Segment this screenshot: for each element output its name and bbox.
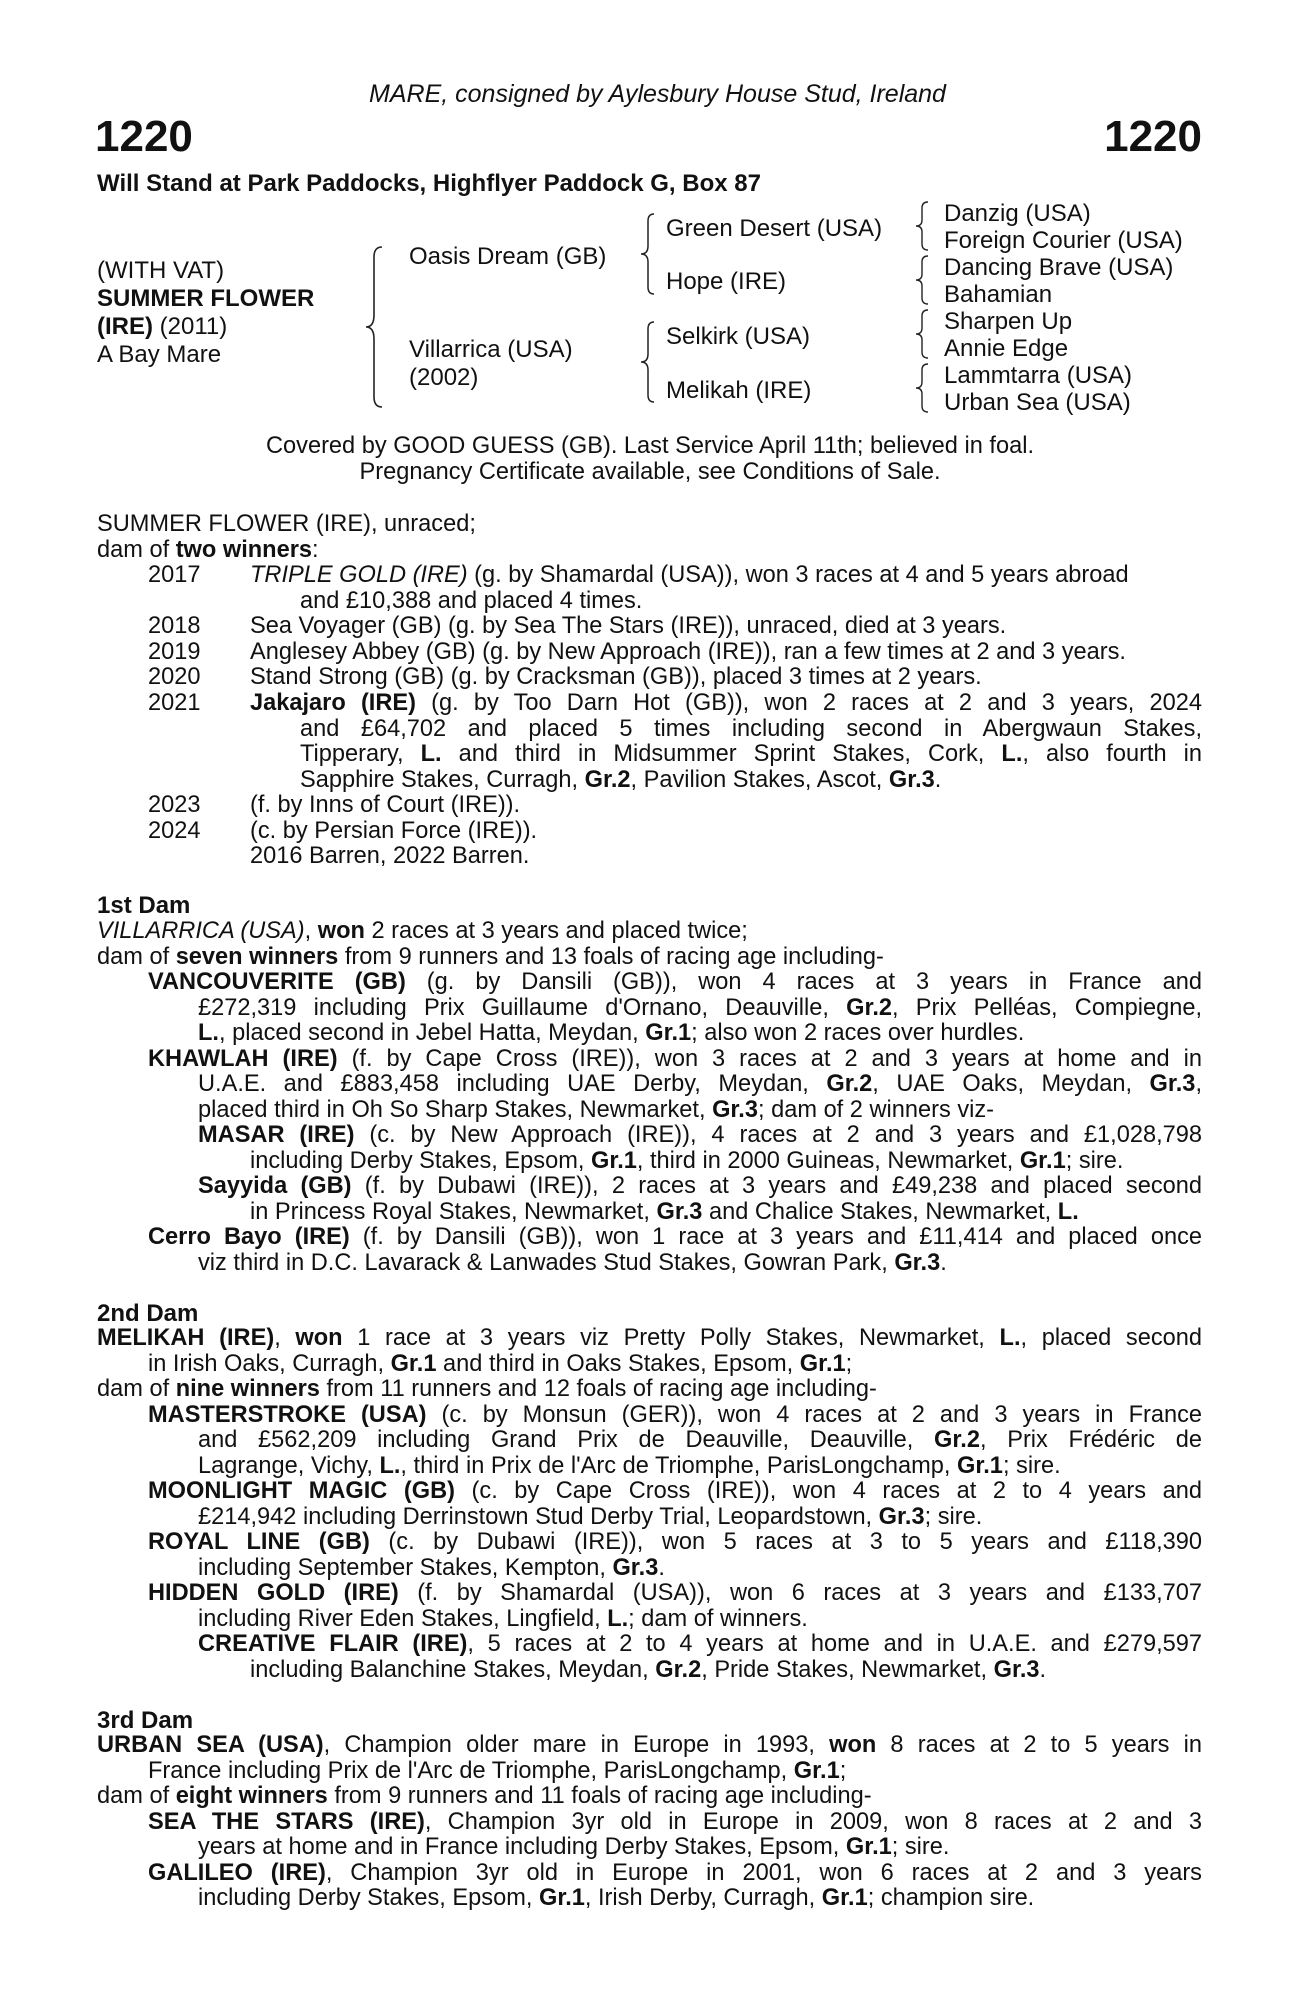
sire-name: Oasis Dream (GB) <box>409 243 607 270</box>
produce-entry-2017: TRIPLE GOLD (IRE) (g. by Shamardal (USA)), won 3 races at 4 and 5 years abroad <box>250 562 1129 588</box>
pedigree-brace-gg4 <box>912 362 934 414</box>
dam2-line: dam of nine winners from 11 runners and 12 foals of racing age including- <box>97 1376 877 1402</box>
produce-entry-2021-cont: Tipperary, L. and third in Midsummer Sprint Stakes, Cork, L., also fourth in <box>300 741 1203 767</box>
dam2-progeny-entry: HIDDEN GOLD (IRE) (f. by Shamardal (USA)), won 6 races at 3 years and £133,707 <box>148 1580 1202 1606</box>
subject-block <box>97 257 314 369</box>
dam2-line: MELIKAH (IRE), won 1 race at 3 years viz Pretty Polly Stakes, Newmarket, L., placed second <box>97 1325 1202 1351</box>
dam-year: (2002) <box>409 364 479 391</box>
dam3-progeny-entry: SEA THE STARS (IRE), Champion 3yr old in Europe in 2009, won 8 races at 2 and 3 <box>148 1809 1202 1835</box>
vat-note: (WITH VAT) <box>97 257 225 284</box>
dam1-progeny-entry: KHAWLAH (IRE) (f. by Cape Cross (IRE)), won 3 races at 2 and 3 years at home and in <box>148 1046 1203 1072</box>
dam1-progeny-cont: £272,319 including Prix Guillaume d'Ornano, Deauville, Gr.2, Prix Pelléas, Compiegne, <box>198 995 1202 1021</box>
produce-year: 2024 <box>148 818 201 844</box>
dam2-progeny-cont: £214,942 including Derrinstown Stud Derby Trial, Leopardstown, Gr.3; sire. <box>198 1504 983 1530</box>
dam3-progeny-cont: including Derby Stakes, Epsom, Gr.1, Irish Derby, Curragh, Gr.1; champion sire. <box>198 1885 1035 1911</box>
dam3-progeny-cont: years at home and in France including Derby Stakes, Epsom, Gr.1; sire. <box>198 1834 950 1860</box>
dam1-progeny-entry: VANCOUVERITE (GB) (g. by Dansili (GB)), won 4 races at 3 years in France and <box>148 969 1202 995</box>
section-heading-2nd-dam: 2nd Dam <box>97 1300 199 1327</box>
dam3-line: France including Prix de l'Arc de Triomphe, ParisLongchamp, Gr.1; <box>148 1758 847 1784</box>
great-grandparent-6: Annie Edge <box>944 335 1069 362</box>
grandsire-1: Green Desert (USA) <box>666 215 883 242</box>
produce-entry-2021-cont: and £64,702 and placed 5 times including second in Abergwaun Stakes, <box>300 716 1202 742</box>
produce-entry-2024: (c. by Persian Force (IRE)). <box>250 818 538 844</box>
dam1-progeny-cont: placed third in Oh So Sharp Stakes, Newmarket, Gr.3; dam of 2 winners viz- <box>198 1097 995 1123</box>
pedigree-brace-gg1 <box>912 200 934 252</box>
produce-year: 2017 <box>148 562 201 588</box>
great-grandparent-8: Urban Sea (USA) <box>944 389 1131 416</box>
great-grandparent-2: Foreign Courier (USA) <box>944 227 1183 254</box>
produce-barren: 2016 Barren, 2022 Barren. <box>250 843 530 869</box>
dam1-grandprogeny-cont: in Princess Royal Stakes, Newmarket, Gr.3 and Chalice Stakes, Newmarket, L. <box>250 1199 1079 1225</box>
great-grandparent-4: Bahamian <box>944 281 1053 308</box>
horse-country: (IRE) <box>97 313 153 340</box>
produce-entry-2019: Anglesey Abbey (GB) (g. by New Approach (IRE)), ran a few times at 2 and 3 years. <box>250 639 1126 665</box>
dam2-progeny-cont: and £562,209 including Grand Prix de Deauville, Deauville, Gr.2, Prix Frédéric de <box>198 1427 1202 1453</box>
produce-entry-2021-cont: Sapphire Stakes, Curragh, Gr.2, Pavilion Stakes, Ascot, Gr.3. <box>300 767 942 793</box>
dam1-grandprogeny-entry: Sayyida (GB) (f. by Dubawi (IRE)), 2 races at 3 years and £49,238 and placed second <box>198 1173 1202 1199</box>
dam2-grandprogeny-cont: including Balanchine Stakes, Meydan, Gr.2, Pride Stakes, Newmarket, Gr.3. <box>250 1657 1047 1683</box>
section-heading-1st-dam: 1st Dam <box>97 892 191 919</box>
produce-entry-2017-cont: and £10,388 and placed 4 times. <box>300 588 643 614</box>
dam1-progeny-entry: Cerro Bayo (IRE) (f. by Dansili (GB)), won 1 race at 3 years and £11,414 and placed once <box>148 1224 1202 1250</box>
produce-entry-2020: Stand Strong (GB) (g. by Cracksman (GB)), placed 3 times at 2 years. <box>250 664 982 690</box>
produce-entry-2018: Sea Voyager (GB) (g. by Sea The Stars (IRE)), unraced, died at 3 years. <box>250 613 1007 639</box>
dam1-progeny-cont: U.A.E. and £883,458 including UAE Derby, Meydan, Gr.2, UAE Oaks, Meydan, Gr.3, <box>198 1071 1202 1097</box>
pedigree-brace-dam <box>636 320 658 404</box>
horse-year: (2011) <box>159 313 228 340</box>
pedigree-brace-gg2 <box>912 254 934 306</box>
produce-year: 2023 <box>148 792 201 818</box>
dam1-progeny-cont: viz third in D.C. Lavarack & Lanwades Stud Stakes, Gowran Park, Gr.3. <box>198 1250 947 1276</box>
produce-year: 2021 <box>148 690 201 716</box>
dam-name: Villarrica (USA) <box>409 336 573 363</box>
dam2-progeny-entry: MASTERSTROKE (USA) (c. by Monsun (GER)), won 4 races at 2 and 3 years in France <box>148 1402 1202 1428</box>
dam2-grandprogeny-entry: CREATIVE FLAIR (IRE), 5 races at 2 to 4 years at home and in U.A.E. and £279,597 <box>198 1631 1203 1657</box>
great-grandparent-3: Dancing Brave (USA) <box>944 254 1174 281</box>
great-grandparent-7: Lammtarra (USA) <box>944 362 1133 389</box>
pedigree-brace-main <box>360 245 390 410</box>
dam2-progeny-entry: MOONLIGHT MAGIC (GB) (c. by Cape Cross (IRE)), won 4 races at 2 to 4 years and <box>148 1478 1202 1504</box>
produce-entry-2021: Jakajaro (IRE) (g. by Too Darn Hot (GB)), won 2 races at 2 and 3 years, 2024 <box>250 690 1202 716</box>
dam1-grandprogeny-cont: including Derby Stakes, Epsom, Gr.1, third in 2000 Guineas, Newmarket, Gr.1; sire. <box>250 1148 1124 1174</box>
dam1-grandprogeny-entry: MASAR (IRE) (c. by New Approach (IRE)), 4 races at 2 and 3 years and £1,028,798 <box>198 1122 1202 1148</box>
produce-year: 2020 <box>148 664 201 690</box>
dam2-progeny-cont: Lagrange, Vichy, L., third in Prix de l'Arc de Triomphe, ParisLongchamp, Gr.1; sire. <box>198 1453 1061 1479</box>
consignor-line: MARE, consigned by Aylesbury House Stud, Ireland <box>369 80 946 108</box>
lot-number-left: 1220 <box>95 112 193 161</box>
covered-line-2: Pregnancy Certificate available, see Conditions of Sale. <box>359 459 941 485</box>
dam3-line: dam of eight winners from 9 runners and 11 foals of racing age including- <box>97 1783 872 1809</box>
stand-location: Will Stand at Park Paddocks, Highflyer Paddock G, Box 87 <box>97 170 761 197</box>
produce-entry-2023: (f. by Inns of Court (IRE)). <box>250 792 521 818</box>
dam1-progeny-cont: L., placed second in Jebel Hatta, Meydan, Gr.1; also won 2 races over hurdles. <box>198 1020 1025 1046</box>
granddam-1: Hope (IRE) <box>666 268 787 295</box>
horse-name: SUMMER FLOWER <box>97 285 315 312</box>
covered-line-1: Covered by GOOD GUESS (GB). Last Service April 11th; believed in foal. <box>266 433 1034 459</box>
horse-description: A Bay Mare <box>97 341 222 368</box>
great-grandparent-1: Danzig (USA) <box>944 200 1091 227</box>
great-grandparent-5: Sharpen Up <box>944 308 1073 335</box>
pedigree-brace-sire <box>636 212 658 296</box>
dam1-line: VILLARRICA (USA), won 2 races at 3 years and placed twice; <box>97 918 748 944</box>
dam2-progeny-cont: including September Stakes, Kempton, Gr.3. <box>198 1555 665 1581</box>
dam2-line: in Irish Oaks, Curragh, Gr.1 and third in Oaks Stakes, Epsom, Gr.1; <box>148 1351 853 1377</box>
produce-year: 2019 <box>148 639 201 665</box>
dam1-line: dam of seven winners from 9 runners and 13 foals of racing age including- <box>97 944 884 970</box>
produce-intro: SUMMER FLOWER (IRE), unraced; <box>97 511 476 537</box>
dam3-line: URBAN SEA (USA), Champion older mare in Europe in 1993, won 8 races at 2 to 5 years in <box>97 1732 1202 1758</box>
pedigree-brace-gg3 <box>912 308 934 360</box>
lot-number-right: 1220 <box>1104 112 1202 161</box>
grandsire-2: Selkirk (USA) <box>666 323 811 350</box>
section-heading-3rd-dam: 3rd Dam <box>97 1707 194 1734</box>
produce-dam-of: dam of two winners: <box>97 537 319 563</box>
dam2-progeny-entry: ROYAL LINE (GB) (c. by Dubawi (IRE)), won 5 races at 3 to 5 years and £118,390 <box>148 1529 1203 1555</box>
granddam-2: Melikah (IRE) <box>666 377 812 404</box>
dam2-progeny-cont: including River Eden Stakes, Lingfield, L.; dam of winners. <box>198 1606 808 1632</box>
dam3-progeny-entry: GALILEO (IRE), Champion 3yr old in Europe in 2001, won 6 races at 2 and 3 years <box>148 1860 1202 1886</box>
produce-year: 2018 <box>148 613 201 639</box>
